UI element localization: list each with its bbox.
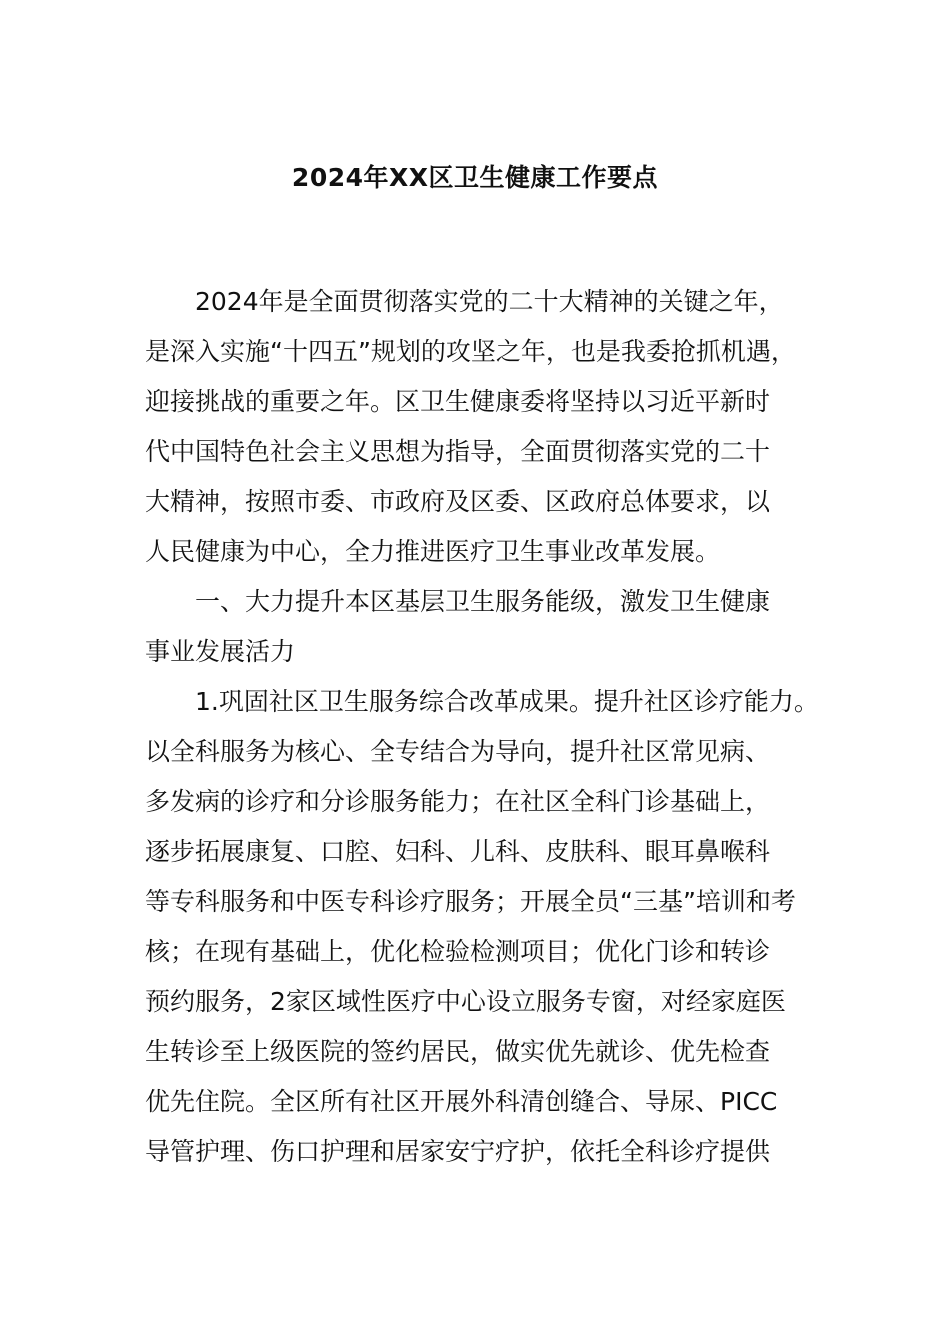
paragraph-2-line-4: 逐步拓展康复、口腔、妇科、儿科、皮肤科、眼耳鼻喉科 [145,837,771,866]
paragraph-1-line-1: 2024年是全面贯彻落实党的二十大精神的关键之年， [195,287,784,316]
paragraph-2-line-10: 导管护理、伤口护理和居家安宁疗护，依托全科诊疗提供 [145,1137,771,1166]
paragraph-1-line-4: 代中国特色社会主义思想为指导，全面贯彻落实党的二十 [145,437,771,466]
paragraph-2-line-3: 多发病的诊疗和分诊服务能力；在社区全科门诊基础上， [145,787,771,816]
paragraph-1-line-5: 大精神，按照市委、市政府及区委、区政府总体要求，以 [145,487,771,516]
paragraph-1-line-6: 人民健康为中心，全力推进医疗卫生事业改革发展。 [145,537,721,566]
paragraph-2-line-6: 核；在现有基础上，优化检验检测项目；优化门诊和转诊 [145,937,771,966]
paragraph-1-line-3: 迎接挑战的重要之年。区卫生健康委将坚持以习近平新时 [145,387,771,416]
paragraph-2-line-1: 1.巩固社区卫生服务综合改革成果。提升社区诊疗能力。 [195,687,819,716]
paragraph-2-line-2: 以全科服务为核心、全专结合为导向，提升社区常见病、 [145,737,771,766]
paragraph-2-line-8: 生转诊至上级医院的签约居民，做实优先就诊、优先检查 [145,1037,771,1066]
section-heading-1-line-1: 一、大力提升本区基层卫生服务能级，激发卫生健康 [195,587,771,616]
paragraph-2-line-5: 等专科服务和中医专科诊疗服务；开展全员“三基”培训和考 [145,887,796,916]
paragraph-2-line-7: 预约服务，2家区域性医疗中心设立服务专窗，对经家庭医 [145,987,786,1016]
paragraph-1-line-2: 是深入实施“十四五”规划的攻坚之年，也是我委抢抓机遇， [145,337,796,366]
section-heading-1-line-2: 事业发展活力 [145,637,296,666]
paragraph-2-line-9: 优先住院。全区所有社区开展外科清创缝合、导尿、PICC [145,1087,778,1116]
document-title: 2024年XX区卫生健康工作要点 [291,163,659,192]
